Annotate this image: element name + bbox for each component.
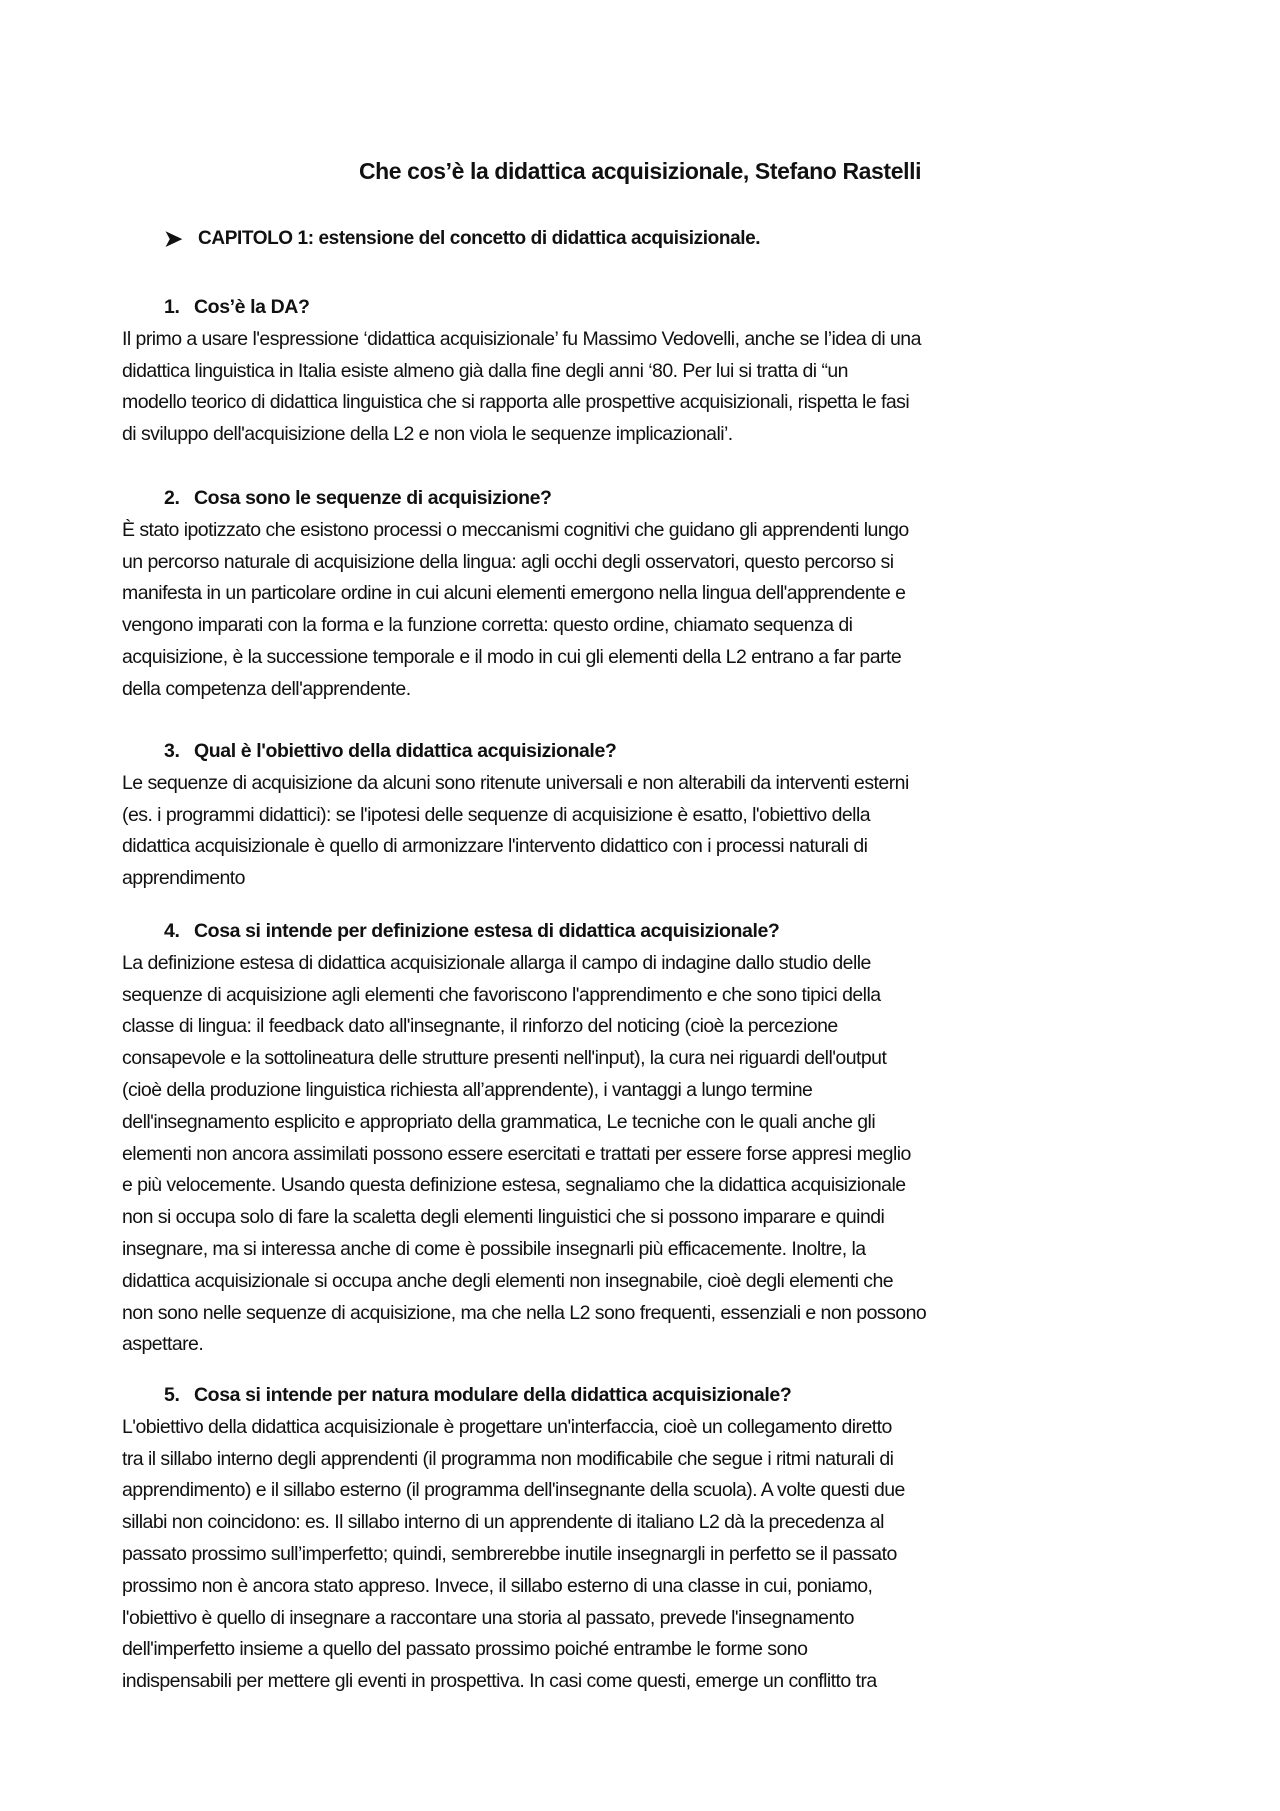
section-heading bbox=[122, 483, 1182, 515]
paragraph-line: di sviluppo dell'acquisizione della L2 e non viola le sequenze implicazionali’. bbox=[122, 423, 733, 446]
paragraph-line: prossimo non è ancora stato appreso. Invece, il sillabo esterno di una classe in cui, poniamo, bbox=[122, 1574, 873, 1597]
section-paragraph bbox=[122, 948, 1182, 1361]
paragraph-line: sillabi non coincidono: es. Il sillabo interno di un apprendente di italiano L2 dà la precedenza al bbox=[122, 1511, 884, 1534]
section-paragraph bbox=[122, 515, 1182, 706]
arrow-bullet-icon: ➤ bbox=[164, 226, 183, 251]
section-3 bbox=[122, 736, 1182, 895]
paragraph-line: Il primo a usare l'espressione ‘didattica acquisizionale’ fu Massimo Vedovelli, anche se l’idea di una bbox=[122, 327, 921, 350]
section-1 bbox=[122, 292, 1182, 451]
section-paragraph bbox=[122, 1412, 1182, 1698]
paragraph-line: acquisizione, è la successione temporale e il modo in cui gli elementi della L2 entrano a far parte bbox=[122, 645, 902, 668]
paragraph-line: tra il sillabo interno degli apprendenti (il programma non modificabile che segue i ritmi naturali di bbox=[122, 1447, 894, 1470]
section-heading bbox=[122, 916, 1182, 948]
section-number: 1. bbox=[164, 296, 180, 318]
paragraph-line: didattica acquisizionale si occupa anche degli elementi non insegnabile, cioè degli elementi che bbox=[122, 1269, 894, 1292]
paragraph-line: non sono nelle sequenze di acquisizione, ma che nella L2 sono frequenti, essenziali e non possono bbox=[122, 1301, 927, 1324]
paragraph-line: Le sequenze di acquisizione da alcuni sono ritenute universali e non alterabili da interventi esterni bbox=[122, 771, 909, 794]
paragraph-line: dell'imperfetto insieme a quello del passato prossimo poiché entrambe le forme sono bbox=[122, 1638, 808, 1661]
section-heading bbox=[122, 292, 1182, 324]
section-number: 3. bbox=[164, 740, 180, 762]
paragraph-line: sequenze di acquisizione agli elementi che favoriscono l'apprendimento e che sono tipici della bbox=[122, 983, 881, 1006]
section-heading bbox=[122, 736, 1182, 768]
paragraph-line: un percorso naturale di acquisizione della lingua: agli occhi degli osservatori, questo percorso si bbox=[122, 550, 894, 573]
paragraph-line: È stato ipotizzato che esistono processi o meccanismi cognitivi che guidano gli apprendenti lungo bbox=[122, 518, 909, 541]
paragraph-line: didattica acquisizionale è quello di armonizzare l'intervento didattico con i processi naturali di bbox=[122, 835, 868, 858]
paragraph-line: didattica linguistica in Italia esiste almeno già dalla fine degli anni ‘80. Per lui si tratta di “un bbox=[122, 359, 848, 382]
section-paragraph bbox=[122, 324, 1182, 451]
paragraph-line: manifesta in un particolare ordine in cui alcuni elementi emergono nella lingua dell'apprendente e bbox=[122, 582, 906, 605]
paragraph-line: vengono imparati con la forma e la funzione corretta: questo ordine, chiamato sequenza di bbox=[122, 614, 853, 637]
section-heading-text: Cosa si intende per definizione estesa di didattica acquisizionale? bbox=[194, 920, 780, 942]
section-number: 5. bbox=[164, 1384, 180, 1406]
paragraph-line: l'obiettivo è quello di insegnare a raccontare una storia al passato, prevede l'insegnamento bbox=[122, 1606, 854, 1629]
document-title: Che cos’è la didattica acquisizionale, Stefano Rastelli bbox=[358, 158, 922, 184]
paragraph-line: aspettare. bbox=[122, 1333, 204, 1356]
section-4 bbox=[122, 916, 1182, 1361]
section-heading-text: Cos’è la DA? bbox=[194, 296, 310, 318]
paragraph-line: e più velocemente. Usando questa definizione estesa, segnaliamo che la didattica acquisizionale bbox=[122, 1174, 906, 1197]
section-5 bbox=[122, 1380, 1182, 1698]
section-heading-text: Cosa si intende per natura modulare della didattica acquisizionale? bbox=[194, 1384, 792, 1406]
paragraph-line: elementi non ancora assimilati possono essere esercitati e trattati per essere forse appresi meglio bbox=[122, 1142, 911, 1165]
section-number: 4. bbox=[164, 920, 180, 942]
chapter-heading bbox=[164, 226, 760, 252]
paragraph-line: L'obiettivo della didattica acquisizionale è progettare un'interfaccia, cioè un collegamento diretto bbox=[122, 1415, 892, 1438]
paragraph-line: (es. i programmi didattici): se l'ipotesi delle sequenze di acquisizione è esatto, l'obiettivo della bbox=[122, 803, 871, 826]
section-heading-text: Qual è l'obiettivo della didattica acquisizionale? bbox=[194, 740, 617, 762]
chapter-title: CAPITOLO 1: estensione del concetto di didattica acquisizionale. bbox=[198, 228, 761, 249]
paragraph-line: modello teorico di didattica linguistica che si rapporta alle prospettive acquisizionali, rispetta le fasi bbox=[122, 391, 910, 414]
paragraph-line: insegnare, ma si interessa anche di come è possibile insegnarli più efficacemente. Inoltre, la bbox=[122, 1237, 866, 1260]
paragraph-line: non si occupa solo di fare la scaletta degli elementi linguistici che si possono imparare e quindi bbox=[122, 1206, 885, 1229]
paragraph-line: indispensabili per mettere gli eventi in prospettiva. In casi come questi, emerge un conflitto tra bbox=[122, 1670, 877, 1693]
paragraph-line: apprendimento) e il sillabo esterno (il programma dell'insegnante della scuola). A volte questi due bbox=[122, 1479, 905, 1502]
paragraph-line: passato prossimo sull’imperfetto; quindi, sembrerebbe inutile insegnargli in perfetto se il passato bbox=[122, 1542, 897, 1565]
paragraph-line: classe di lingua: il feedback dato all'insegnante, il rinforzo del noticing (cioè la percezione bbox=[122, 1015, 838, 1038]
paragraph-line: La definizione estesa di didattica acquisizionale allarga il campo di indagine dallo studio delle bbox=[122, 951, 871, 974]
paragraph-line: (cioè della produzione linguistica richiesta all’apprendente), i vantaggi a lungo termine bbox=[122, 1078, 813, 1101]
section-heading bbox=[122, 1380, 1182, 1412]
paragraph-line: consapevole e la sottolineatura delle strutture presenti nell'input), la cura nei riguardi dell'output bbox=[122, 1047, 887, 1070]
section-number: 2. bbox=[164, 487, 180, 509]
section-2 bbox=[122, 483, 1182, 706]
paragraph-line: apprendimento bbox=[122, 867, 245, 890]
paragraph-line: della competenza dell'apprendente. bbox=[122, 677, 411, 700]
section-heading-text: Cosa sono le sequenze di acquisizione? bbox=[194, 487, 552, 509]
paragraph-line: dell'insegnamento esplicito e appropriato della grammatica, Le tecniche con le quali anche gli bbox=[122, 1110, 876, 1133]
section-paragraph bbox=[122, 768, 1182, 895]
